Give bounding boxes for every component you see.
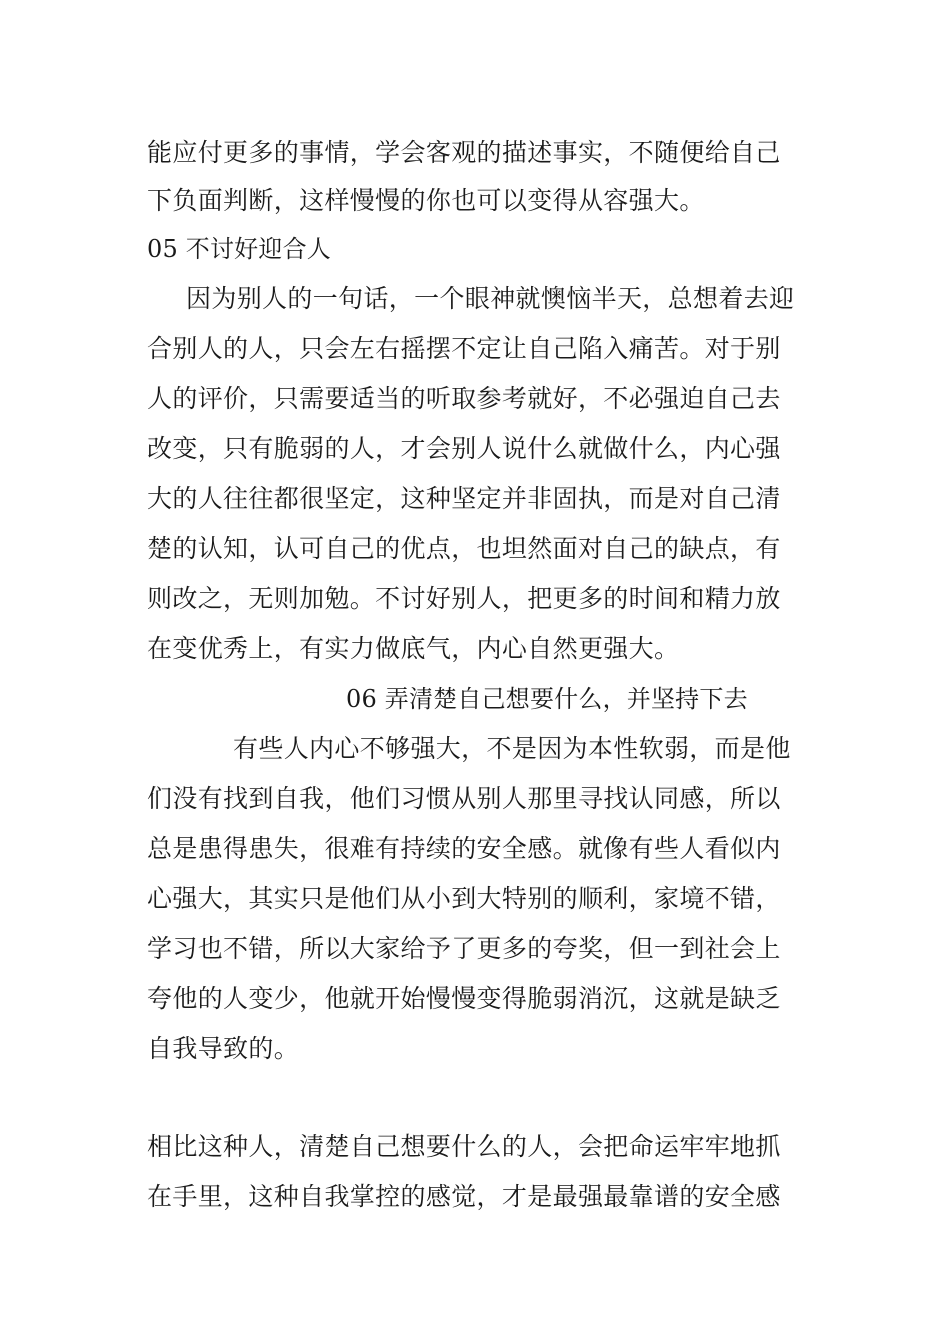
section-05-line-3: 人的评价，只需要适当的听取参考就好，不必强迫自己去 [147,384,781,413]
intro-line-1: 能应付更多的事情，学会客观的描述事实，不随便给自己 [147,138,781,167]
section-05-heading: 05 不讨好迎合人 [147,235,331,263]
closing-line-2: 在手里，这种自我掌控的感觉，才是最强最靠谱的安全感 [147,1182,781,1211]
section-05-line-6: 楚的认知，认可自己的优点，也坦然面对自己的缺点，有 [147,534,781,563]
section-06-line-7: 自我导致的。 [147,1034,300,1063]
section-06-heading: 06 弄清楚自己想要什么，并坚持下去 [346,685,748,713]
intro-line-2: 下负面判断，这样慢慢的你也可以变得从容强大。 [147,186,705,215]
section-06-line-1: 有些人内心不够强大，不是因为本性软弱，而是他 [233,734,791,763]
section-05-line-2: 合别人的人，只会左右摇摆不定让自己陷入痛苦。对于别 [147,334,781,363]
section-05-line-1: 因为别人的一句话，一个眼神就懊恼半天，总想着去迎 [186,284,795,313]
closing-line-1: 相比这种人，清楚自己想要什么的人，会把命运牢牢地抓 [147,1132,781,1161]
section-06-line-4: 心强大，其实只是他们从小到大特别的顺利，家境不错， [147,884,781,913]
section-05-line-7: 则改之，无则加勉。不讨好别人，把更多的时间和精力放 [147,584,781,613]
section-06-line-5: 学习也不错，所以大家给予了更多的夸奖，但一到社会上 [147,934,781,963]
section-06-line-2: 们没有找到自我，他们习惯从别人那里寻找认同感，所以 [147,784,781,813]
section-06-line-6: 夸他的人变少，他就开始慢慢变得脆弱消沉，这就是缺乏 [147,984,781,1013]
section-05-line-5: 大的人往往都很坚定，这种坚定并非固执，而是对自己清 [147,484,781,513]
section-06-line-3: 总是患得患失，很难有持续的安全感。就像有些人看似内 [147,834,781,863]
section-05-line-4: 改变，只有脆弱的人，才会别人说什么就做什么，内心强 [147,434,781,463]
section-05-line-8: 在变优秀上，有实力做底气，内心自然更强大。 [147,634,680,663]
